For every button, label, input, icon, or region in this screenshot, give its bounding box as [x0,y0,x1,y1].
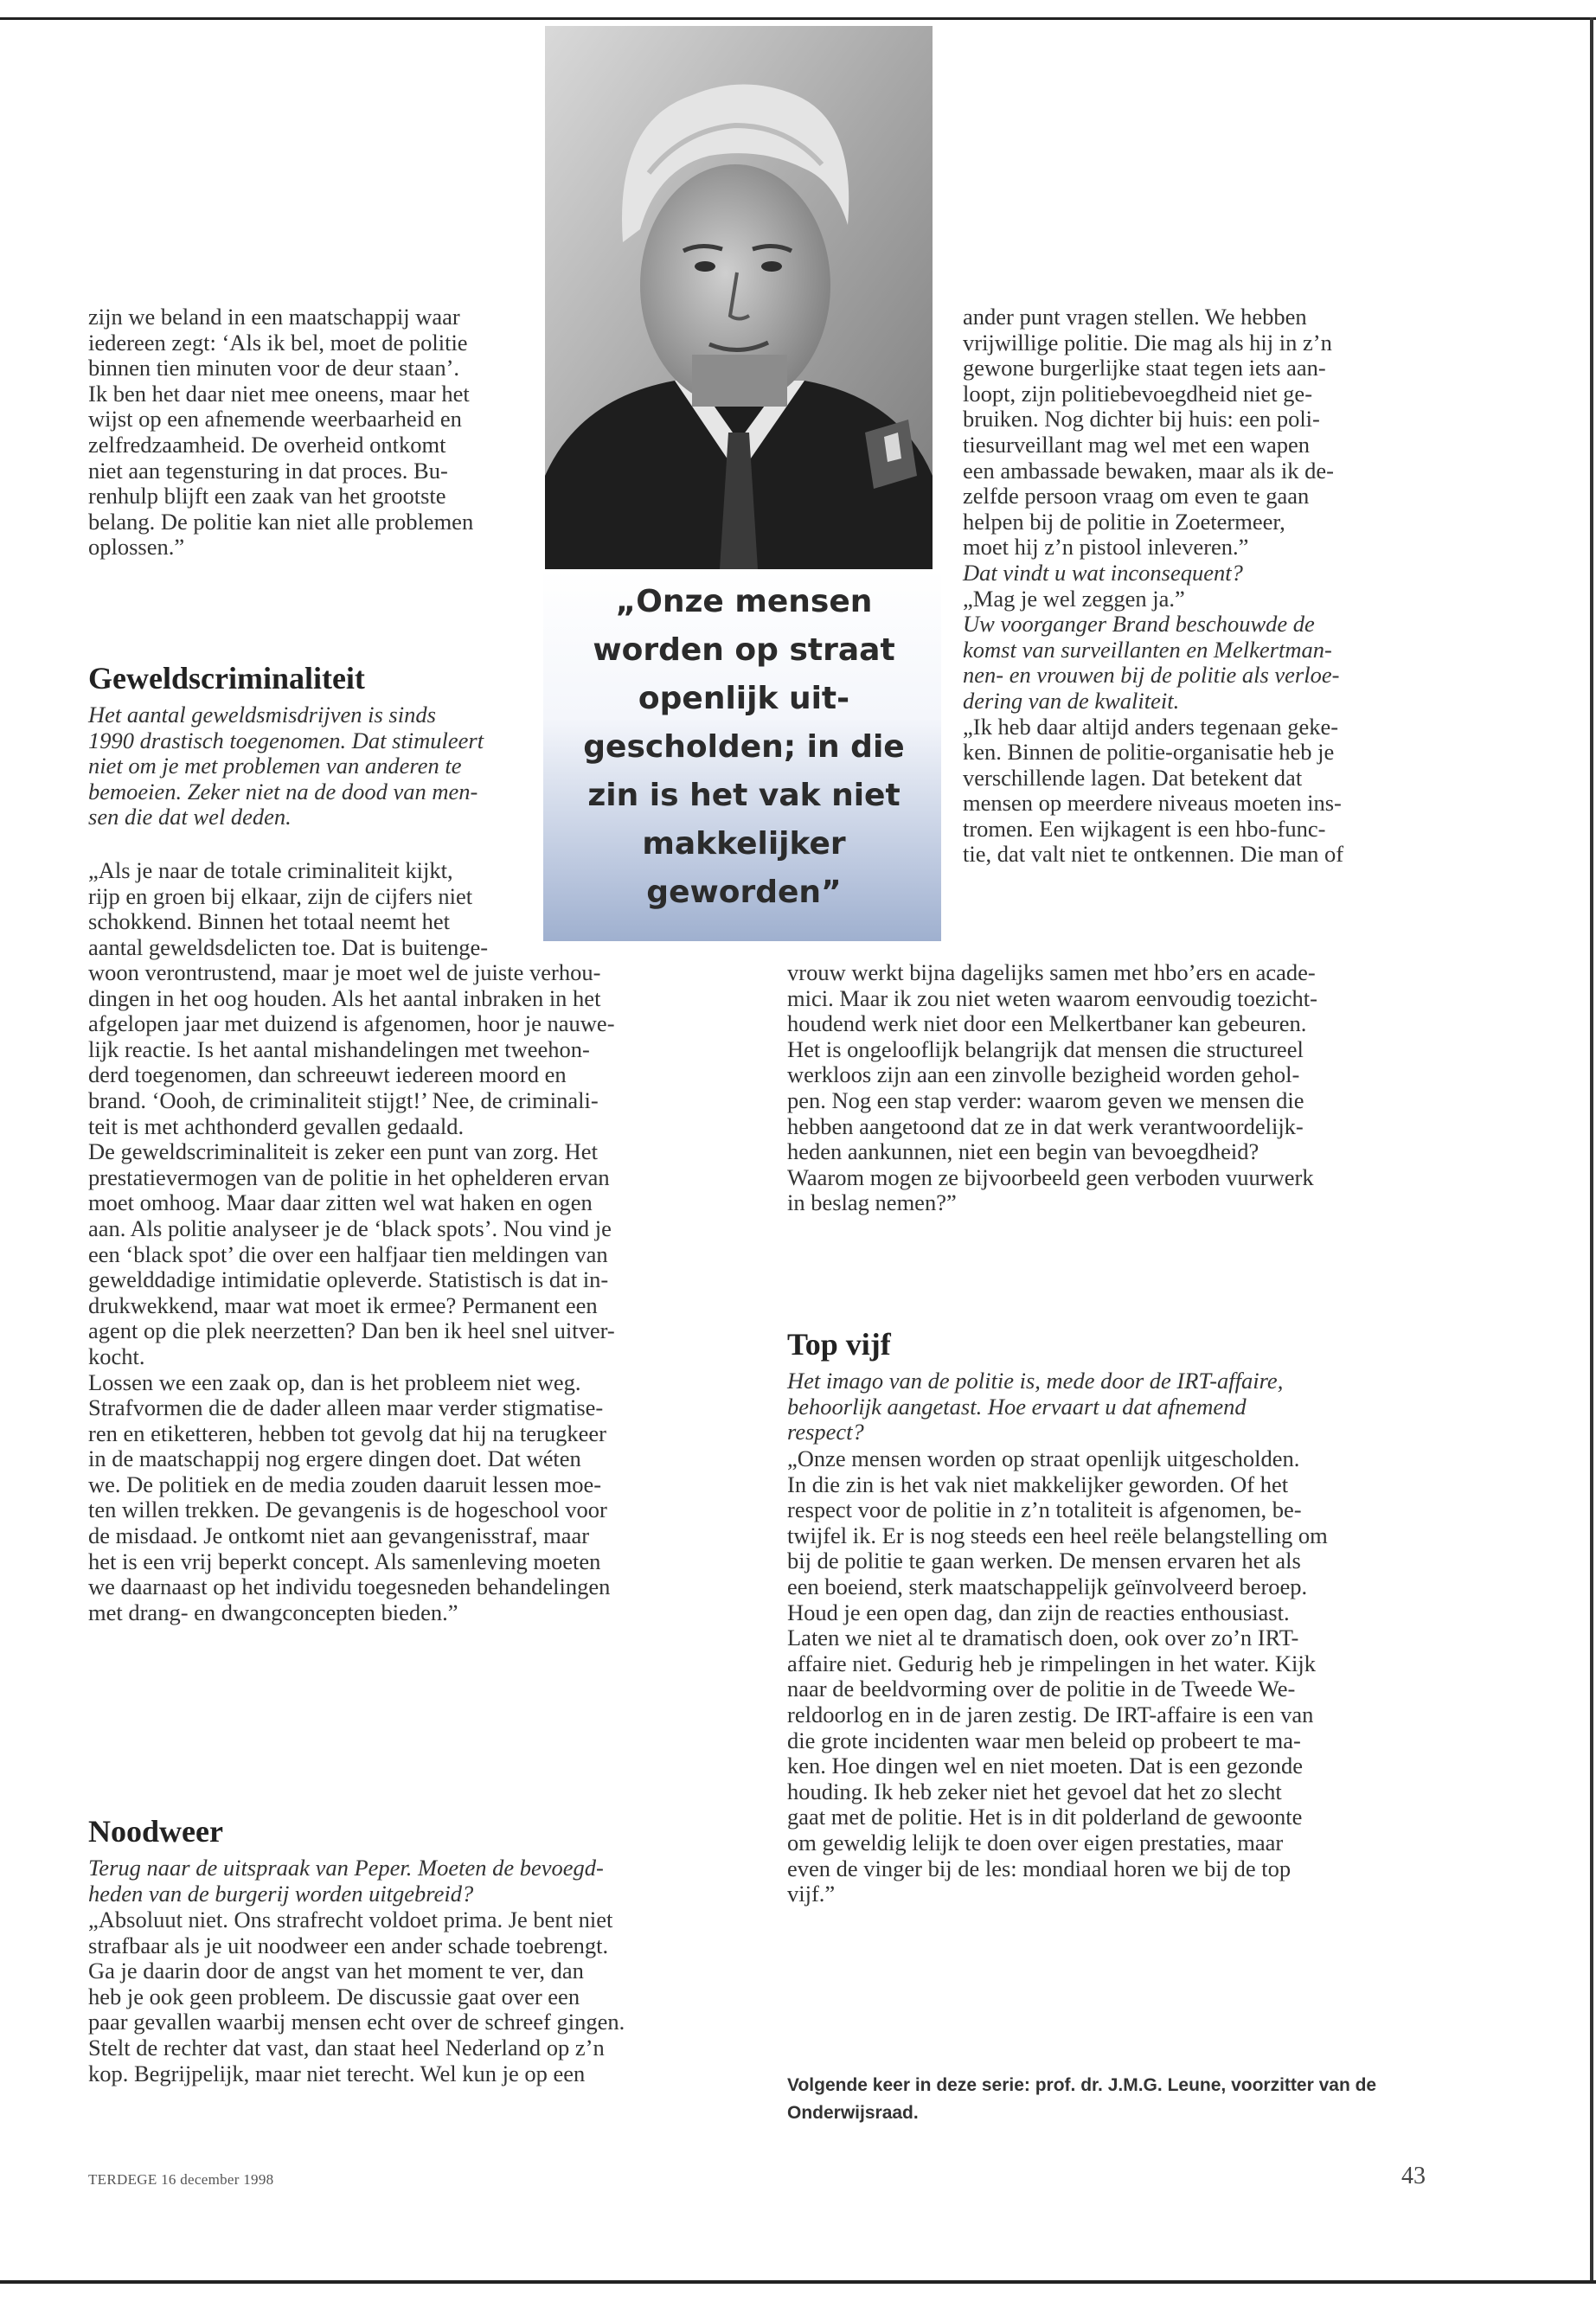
text-line: nen- en vrouwen bij de politie als verloe- [963,662,1340,689]
text-line: we daarnaast op het individu toegesneden behandelingen [88,1574,611,1600]
text-line: binnen tien minuten voor de deur staan’. [88,355,460,381]
text-line: tiesurveillant mag wel met een wapen [963,431,1311,458]
text-line: houdend werk niet door een Melkertbaner kan gebeuren. [787,1010,1307,1037]
text-line: mici. Maar ik zou niet weten waarom eenvoudig toezicht- [787,984,1317,1011]
text-line: Het is ongelooflijk belangrijk dat mensen die structureel [787,1035,1304,1062]
text-line: 1990 drastisch toegenomen. Dat stimuleert [88,727,484,753]
text-line: in beslag nemen?” [787,1189,957,1216]
text-line: afgelopen jaar met duizend is afgenomen, hoor je nauwe- [88,1010,615,1037]
text-line: rijp en groen bij elkaar, zijn de cijfers niet [88,882,473,909]
text-line: respect voor de politie in z’n totaliteit is afgenomen, be- [787,1497,1302,1523]
text-line: Waarom mogen ze bijvoorbeeld geen verboden vuurwerk [787,1163,1314,1190]
text-line: verschillende lagen. Dat betekent dat [963,764,1303,791]
text-line: bemoeien. Zeker niet na de dood van men- [88,778,478,804]
text-line: zelfde persoon vraag om even te gaan [963,483,1310,510]
question-geweld [88,702,555,830]
text-line: sen die dat wel deden. [88,804,292,830]
text-line: brand. ‘Oooh, de criminaliteit stijgt!’ Nee, de criminali- [88,1086,599,1113]
text-line: tie, dat valt niet te ontkennen. Die man of [963,841,1344,868]
text-line: werkloos zijn aan een zinvolle bezigheid worden gehol- [787,1061,1300,1088]
text-line: Uw voorganger Brand beschouwde de [963,611,1315,638]
text-line: oplossen.” [88,534,185,561]
top-border [0,17,1596,20]
text-line: aan. Als politie analyseer je de ‘black spots’. Nou vind je [88,1215,612,1241]
text-line: mensen op meerdere niveaus moeten ins- [963,790,1342,817]
answer-noodweer [88,1907,728,2086]
text-line: behoorlijk aangetast. Hoe ervaart u dat afnemend [787,1393,1247,1420]
text-line: prestatievermogen van de politie in het ophelderen ervan [88,1163,610,1190]
text-line: niet aan tegensturing in dat proces. Bu- [88,457,448,484]
text-line: bruiken. Nog dichter bij huis: een poli- [963,406,1320,433]
text-line: Houd je een open dag, dan zijn de reacties enthousiast. [787,1599,1290,1625]
question-top-vijf [787,1368,1445,1445]
text-line: teit is met achthonderd gevallen gedaald. [88,1112,465,1139]
text-line: respect? [787,1419,864,1445]
answer-geweld-wide [88,960,728,1625]
text-line: naar de beeldvorming over de politie in de Tweede We- [787,1676,1296,1702]
question-brand [963,612,1447,714]
text-line: om geweldig lelijk te doen over eigen prestaties, maar [787,1829,1284,1856]
heading-noodweer: Noodweer [88,1814,223,1849]
text-line: kop. Begrijpelijk, maar niet terecht. Wel kun je op een [88,2060,586,2086]
text-line: iedereen zegt: ‘Als ik bel, moet de politie [88,329,468,356]
text-line: bij de politie te gaan werken. De mensen ervaren het als [787,1548,1301,1574]
text-line: gaat met de politie. Het is in dit polderland de gewoonte [787,1804,1303,1830]
text-line: gewelddadige intimidatie opleverde. Statistisch is dat in- [88,1266,609,1293]
text-line: ken. Hoe dingen wel en niet moeten. Dat is een gezonde [787,1753,1304,1779]
text-line: zelfredzaamheid. De overheid ontkomt [88,431,446,458]
text-line: affaire niet. Gedurig heb je rimpelingen in het water. Kijk [787,1650,1317,1676]
text-line: aantal geweldsdelicten toe. Dat is buitenge- [88,933,489,960]
text-line: woon verontrustend, maar je moet wel de juiste verhou- [88,959,601,985]
text-line: komst van surveillanten en Melkertman- [963,636,1332,663]
text-line: Ga je daarin door de angst van het moment te ver, dan [88,1958,584,1984]
text-line: paar gevallen waarbij mensen echt over de schreef gingen. [88,2009,625,2035]
text-line: Het aantal geweldsmisdrijven is sinds [88,702,436,727]
text-line: Lossen we een zaak op, dan is het probleem niet weg. [88,1368,581,1395]
text-line: Het imago van de politie is, mede door de IRT-affaire, [787,1368,1284,1394]
text-line: Volgende keer in deze serie: prof. dr. J.M.G. Leune, voorzitter van de [787,2075,1377,2095]
text-line: strafbaar als je uit noodweer een ander schade toebrengt. [88,1932,609,1958]
right-border [1590,17,1593,2284]
portrait-photo [545,26,933,569]
text-line: een ‘black spot’ die over een halfjaar tien meldingen van [88,1240,608,1267]
answer-brand-wide [787,960,1445,1216]
text-line: Ik ben het daar niet mee oneens, maar het [88,380,470,407]
answer-top-vijf [787,1446,1445,1907]
text-line: ander punt vragen stellen. We hebben [963,304,1307,330]
right-intro-paragraph [963,304,1447,868]
heading-geweldscriminaliteit: Geweldscriminaliteit [88,661,365,695]
text-line: houding. Ik heb zeker niet het gevoel dat het zo slecht [787,1778,1282,1804]
text-line: Stelt de rechter dat vast, dan staat heel Nederland op z’n [88,2034,605,2061]
text-line: het is een vrij beperkt concept. Als samenleving moeten [88,1548,601,1574]
text-line: heden van de burgerij worden uitgebreid? [88,1880,474,1907]
answer-inconsequent: „Mag je wel zeggen ja.” [963,585,1185,612]
text-line: ken. Binnen de politie-organisatie heb je [963,739,1335,766]
text-line: een ambassade bewaken, maar als ik de- [963,457,1334,484]
text-line: reldoorlog en in de jaren zestig. De IRT-affaire is een van [787,1701,1314,1727]
text-line: lijk reactie. Is het aantal mishandelingen met tweehon- [88,1035,590,1062]
heading-top-vijf: Top vijf [787,1327,891,1362]
text-line: renhulp blijft een zaak van het grootste [88,483,446,510]
text-line: dingen in het oog houden. Als het aantal inbraken in het [88,984,601,1011]
text-line: ren en etiketteren, hebben tot gevolg dat hij na terugkeer [88,1420,606,1446]
text-line: die grote incidenten waar men beleid op probeert te ma- [787,1727,1301,1753]
text-line: niet om je met problemen van anderen te [88,753,462,779]
text-line: In die zin is het vak niet makkelijker geworden. Of het [787,1471,1289,1497]
publication-footer: TERDEGE 16 december 1998 [88,2171,274,2188]
text-line: dering van de kwaliteit. [963,687,1180,714]
text-line: Strafvormen die de dader alleen maar verder stigmatise- [88,1394,604,1421]
text-line: agent op die plek neerzetten? Dan ben ik heel snel uitver- [88,1317,615,1344]
text-line: Terug naar de uitspraak van Peper. Moeten de bevoegd- [88,1855,604,1881]
pull-quote: „Onze mensen worden op straat openlijk uit-gescholden; in die zin is het vak niet makkelijker geworden” [583,584,905,910]
text-line: moet omhoog. Maar daar zitten wel wat haken en ogen [88,1189,593,1216]
text-line: in de maatschappij nog ergere dingen doet. Dat wéten [88,1445,581,1472]
text-line: met drang- en dwangconcepten bieden.” [88,1599,458,1625]
text-line: heden aankunnen, niet een begin van bevoegdheid? [787,1138,1259,1165]
text-line: loopt, zijn politiebevoegdheid niet ge- [963,380,1313,407]
text-line: een boeiend, sterk maatschappelijk geïnvolveerd beroep. [787,1573,1308,1599]
text-line: helpen bij de politie in Zoetermeer, [963,508,1285,535]
text-line: belang. De politie kan niet alle problemen [88,508,474,535]
text-line: schokkend. Binnen het totaal neemt het [88,908,450,935]
page-number: 43 [1401,2163,1426,2189]
text-line: tromen. Een wijkagent is een hbo-func- [963,815,1326,842]
text-line: even de vinger bij de les: mondiaal horen we bij de top [787,1855,1292,1881]
text-line: zijn we beland in een maatschappij waar [88,304,460,330]
text-line: „Als je naar de totale criminaliteit kijkt, [88,857,453,883]
text-line: Laten we niet al te dramatisch doen, ook over zo’n IRT- [787,1625,1299,1651]
next-in-series-note [787,2072,1410,2127]
question-noodweer [88,1856,728,1907]
text-line: we. De politiek en de media zouden daaruit lessen moe- [88,1471,602,1497]
left-intro-paragraph [88,304,538,561]
text-line: vijf.” [787,1881,836,1907]
answer-geweld-narrow [88,858,555,960]
text-line: wijst op een afnemende weerbaarheid en [88,406,462,433]
text-line: „Absoluut niet. Ons strafrecht voldoet prima. Je bent niet [88,1907,613,1932]
text-line: moet hij z’n pistool inleveren.” [963,534,1249,561]
text-line: twijfel ik. Er is nog steeds een heel reële belangstelling om [787,1522,1328,1548]
text-line: kocht. [88,1343,145,1369]
text-line: De geweldscriminaliteit is zeker een punt van zorg. Het [88,1138,598,1165]
text-line: de misdaad. Je ontkomt niet aan gevangenisstraf, maar [88,1522,590,1549]
bottom-border [0,2280,1596,2284]
portrait-illustration [545,26,933,569]
text-line: „Onze mensen worden op straat openlijk uitgescholden. [787,1445,1300,1471]
text-line: ten willen trekken. De gevangenis is de hogeschool voor [88,1497,607,1523]
text-line: vrouw werkt bijna dagelijks samen met hbo’ers en acade- [787,959,1316,985]
text-line: drukwekkend, maar wat moet ik ermee? Permanent een [88,1292,598,1318]
question-inconsequent: Dat vindt u wat inconsequent? [963,559,1243,586]
text-line: derd toegenomen, dan schreeuwt iedereen moord en [88,1061,567,1088]
text-line: Onderwijsraad. [787,2103,919,2123]
text-line: pen. Nog een stap verder: waarom geven we mensen die [787,1086,1304,1113]
text-line: heb je ook geen probleem. De discussie gaat over een [88,1983,580,2009]
text-line: „Ik heb daar altijd anders tegenaan geke- [963,713,1339,740]
text-line: hebben aangetoond dat ze in dat werk verantwoordelijk- [787,1112,1304,1139]
text-line: gewone burgerlijke staat tegen iets aan- [963,355,1326,381]
text-line: vrijwillige politie. Die mag als hij in z’n [963,329,1332,356]
